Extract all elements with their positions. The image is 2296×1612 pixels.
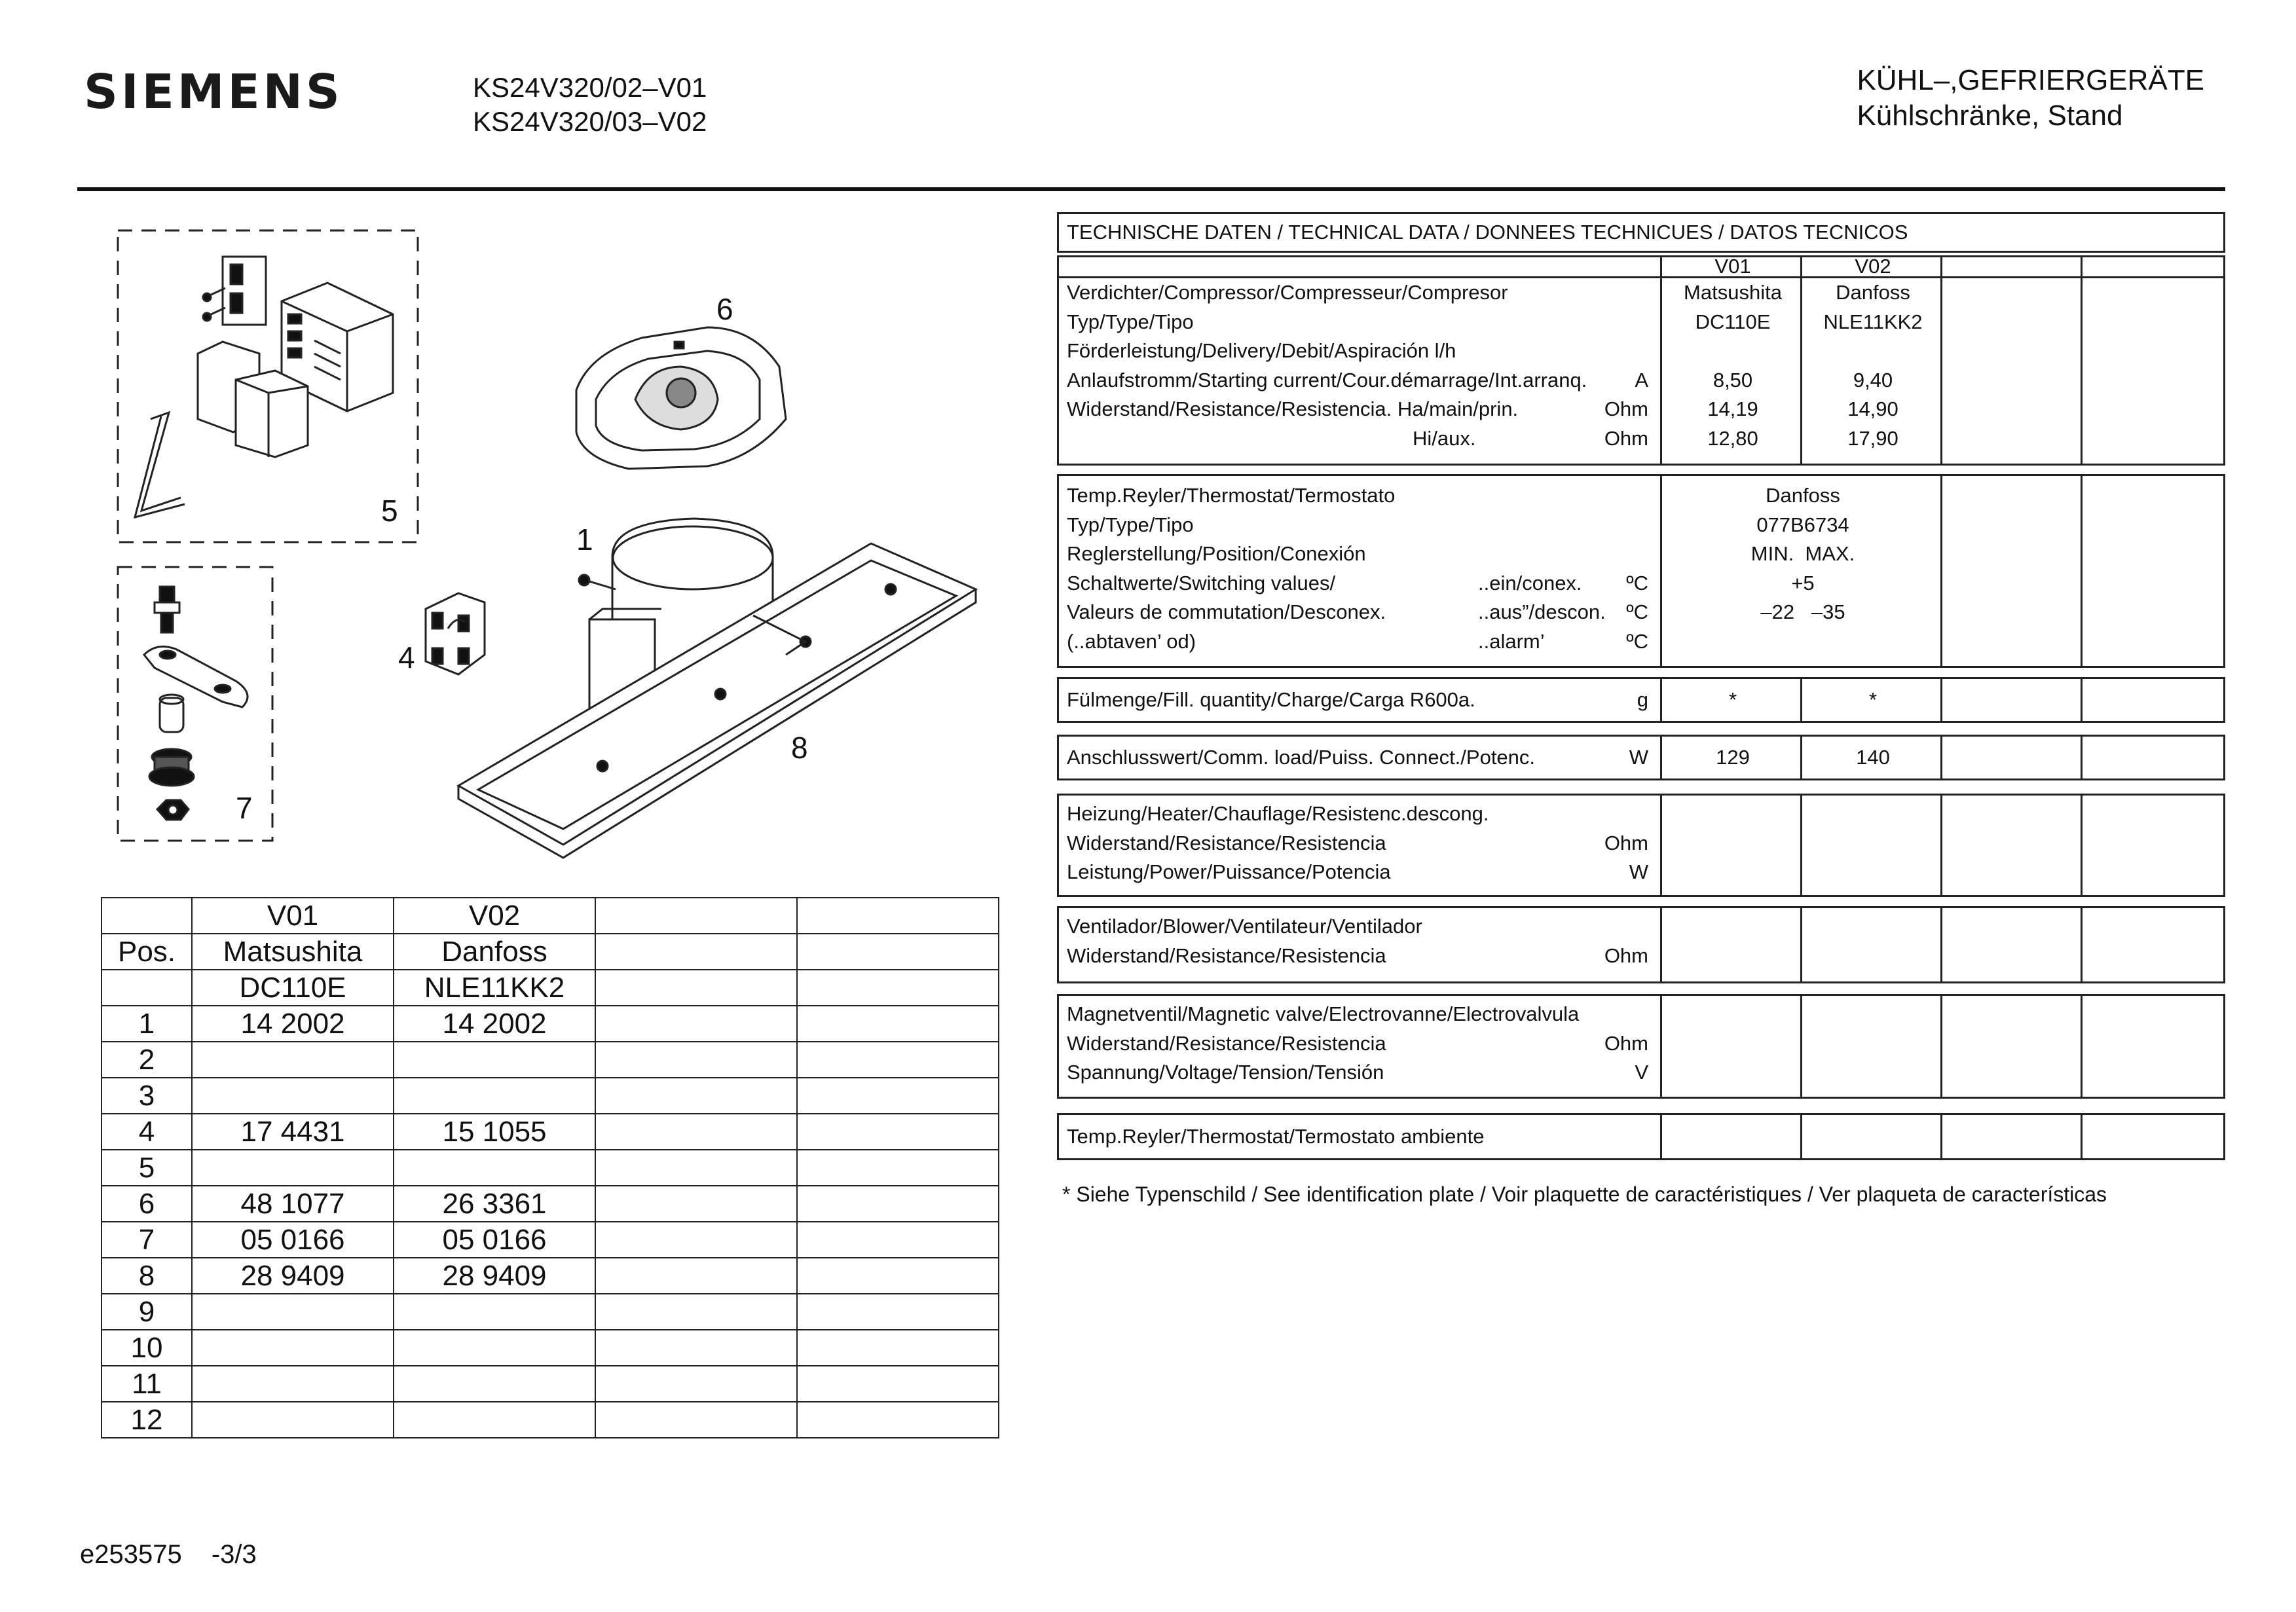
thermostat-position: MIN. MAX. [1750,542,1855,565]
aux-v02: 17,90 [1847,426,1898,450]
part-pos: 6 [102,1186,192,1222]
table-row [102,1402,999,1438]
part-pos: 1 [102,1006,192,1042]
switch-on-label: ..ein/conex. [1478,571,1582,595]
part-pos: 2 [102,1042,192,1078]
part-number-v02 [394,1042,595,1078]
empty-cell [595,1114,797,1150]
fill-unit: g [1637,688,1648,711]
valve-label: Magnetventil/Magnetic valve/Electrovanne/Electrovalvula [1067,1002,1580,1025]
empty-cell [797,1078,999,1114]
part-number-v02 [394,1402,595,1438]
main-resistance-label: Widerstand/Resistance/Resistencia. Ha/main/prin. [1067,397,1519,420]
part-number-v01 [192,1330,394,1366]
part-number-v02 [394,1294,595,1330]
callout-4: 4 [398,640,415,674]
model-numbers [473,71,707,139]
empty-cell [595,1330,797,1366]
category-line-1: KÜHL–,GEFRIERGERÄTE [1857,64,2204,96]
empty-cell [595,1042,797,1078]
sleeve-icon [160,695,183,732]
part-number-v01: 28 9409 [192,1258,394,1294]
brand-logo: SIEMENS [84,64,343,119]
part-pos: 3 [102,1078,192,1114]
heater-power-unit: W [1629,860,1648,883]
pos-header: Pos. [102,934,192,970]
part-number-v01 [192,1366,394,1402]
model-1: KS24V320/02–V01 [473,72,707,103]
part-number-v01: 48 1077 [192,1186,394,1222]
main-v01: 14,19 [1707,397,1758,420]
position-label: Reglerstellung/Position/Conexión [1067,542,1366,565]
tech-title: TECHNISCHE DATEN / TECHNICAL DATA / DONNEES TECHNICUES / DATOS TECNICOS [1067,221,1908,244]
blower-resistance-unit: Ohm [1604,943,1648,967]
heater-block [1057,794,2225,897]
thermostat-type: 077B6734 [1756,513,1849,536]
product-category [1857,63,2204,134]
callout-7: 7 [236,791,253,825]
main-v02: 14,90 [1847,397,1898,420]
empty-cell [797,1114,999,1150]
switching-values-label: Schaltwerte/Switching values/ [1067,571,1336,595]
empty-cell [797,1366,999,1402]
part-pos: 7 [102,1222,192,1258]
empty-cell [595,1150,797,1186]
empty-cell [797,1006,999,1042]
part-number-v01 [192,1294,394,1330]
empty-cell [595,1222,797,1258]
version-v02: V02 [394,898,595,934]
aux-v01: 12,80 [1707,426,1758,450]
callout-6: 6 [716,292,733,326]
document-id: e253575 [80,1540,182,1569]
aux-resistance-unit: Ohm [1604,426,1648,450]
empty-cell [595,1186,797,1222]
relay-part-icon [203,257,266,325]
ambient-thermostat-block [1057,1113,2225,1160]
heater-resistance-unit: Ohm [1604,831,1648,854]
switch-off-label: ..aus”/descon. [1478,600,1606,623]
starting-current-label: Anlaufstromm/Starting current/Cour.démarrage/Int.arranq. [1067,368,1587,392]
empty-cell [595,1006,797,1042]
part-number-v02: 28 9409 [394,1258,595,1294]
empty-cell [595,1078,797,1114]
tech-title-box [1057,212,2225,253]
table-row [102,970,999,1006]
header-divider [77,187,2225,191]
callout-8: 8 [791,731,808,765]
table-row [102,1114,999,1150]
delivery-label: Förderleistung/Delivery/Debit/Aspiración l/h [1067,339,1456,362]
fill-v02: * [1868,688,1878,711]
fill-quantity-label: Fülmenge/Fill. quantity/Charge/Carga R600a. [1067,688,1475,711]
part-pos: 8 [102,1258,192,1294]
maker-v02: Danfoss [394,934,595,970]
fill-quantity-block [1057,677,2225,723]
empty-cell [797,1150,999,1186]
table-row [102,1042,999,1078]
identification-note: * Siehe Typenschild / See identification plate / Voir plaquette de caractéristiques / Ver plaqueta de características [1062,1182,2107,1206]
comp-type-v01: DC110E [1695,310,1771,333]
drip-tray-icon [576,327,786,469]
part-number-v02: 15 1055 [394,1114,595,1150]
tech-version-v01: V01 [1714,255,1751,278]
part-number-v01: 05 0166 [192,1222,394,1258]
valve-resistance-label: Widerstand/Resistance/Resistencia [1067,1031,1386,1055]
compressor-label: Verdichter/Compressor/Compresseur/Compresor [1067,281,1508,304]
empty-cell [797,1186,999,1222]
page-footer [80,1540,279,1569]
part-number-v02: 05 0166 [394,1222,595,1258]
start-v01: 8,50 [1713,368,1753,392]
exploded-parts-diagram [98,216,1015,871]
comp-maker-v01: Matsushita [1684,281,1782,304]
empty-cell [797,1330,999,1366]
model-2: KS24V320/03–V02 [473,106,707,137]
thermostat-maker: Danfoss [1766,484,1840,507]
compressor-block [1057,276,2225,466]
grommet-icon [149,749,194,786]
empty-cell [797,1294,999,1330]
blower-block [1057,906,2225,983]
thermostat-type-label: Typ/Type/Tipo [1067,513,1194,536]
version-v01: V01 [192,898,394,934]
thermostat-label: Temp.Reyler/Thermostat/Termostato [1067,484,1396,507]
heater-power-label: Leistung/Power/Puissance/Potencia [1067,860,1391,883]
part-number-v02: 26 3361 [394,1186,595,1222]
table-row [102,1078,999,1114]
part-number-v02 [394,1078,595,1114]
category-line-2: Kühlschränke, Stand [1857,100,2123,132]
empty-cell [595,1366,797,1402]
table-row [102,934,999,970]
power-v02: 140 [1856,746,1890,769]
valve-voltage-label: Spannung/Voltage/Tension/Tensión [1067,1061,1384,1084]
heater-resistance-label: Widerstand/Resistance/Resistencia [1067,831,1386,854]
comp-maker-v02: Danfoss [1836,281,1910,304]
power-v01: 129 [1716,746,1750,769]
part-number-v02 [394,1366,595,1402]
part-pos: 5 [102,1150,192,1186]
valve-resistance-unit: Ohm [1604,1031,1648,1055]
heater-label: Heizung/Heater/Chauflage/Resistenc.descong. [1067,802,1489,825]
aux-resistance-label: Hi/aux. [1413,426,1476,450]
valve-block [1057,994,2225,1099]
unit-celsius: ºC [1626,600,1648,623]
nut-icon [157,800,189,820]
parts-table [101,897,999,1438]
tech-version-v02: V02 [1855,255,1891,278]
type-v01: DC110E [192,970,394,1006]
blower-resistance-label: Widerstand/Resistance/Resistencia [1067,943,1386,967]
part-number-v01: 17 4431 [192,1114,394,1150]
table-row [102,898,999,934]
table-row [102,1366,999,1402]
part-number-v02 [394,1150,595,1186]
part-pos: 4 [102,1114,192,1150]
table-row [102,1294,999,1330]
part-number-v01 [192,1078,394,1114]
tech-version-header [1057,255,2225,276]
power-unit: W [1629,746,1648,769]
part-number-v01 [192,1402,394,1438]
power-label: Anschlusswert/Comm. load/Puiss. Connect./Potenc. [1067,746,1536,769]
part-pos: 11 [102,1366,192,1402]
callout-5: 5 [381,494,398,528]
valve-voltage-unit: V [1635,1061,1648,1084]
switch-off-value: –22 –35 [1760,600,1845,623]
part-number-v01 [192,1042,394,1078]
part-pos: 10 [102,1330,192,1366]
fill-v01: * [1728,688,1737,711]
empty-cell [595,1294,797,1330]
empty-cell [797,1222,999,1258]
thermostat-block [1057,474,2225,668]
defrost-label: (..abtaven’ od) [1067,629,1196,653]
table-row [102,1186,999,1222]
part-number-v02: 14 2002 [394,1006,595,1042]
switch-on-value: +5 [1791,571,1815,595]
empty-cell [797,1258,999,1294]
part-number-v01: 14 2002 [192,1006,394,1042]
part-number-v01 [192,1150,394,1186]
table-row [102,1258,999,1294]
empty-cell [797,1402,999,1438]
ambient-thermostat-label: Temp.Reyler/Thermostat/Termostato ambiente [1067,1125,1485,1148]
table-row [102,1330,999,1366]
part-number-v02 [394,1330,595,1366]
empty-cell [797,1042,999,1078]
starter-relay-icon [426,593,485,674]
main-resistance-unit: Ohm [1604,397,1648,420]
power-block [1057,735,2225,780]
unit-celsius: ºC [1626,629,1648,653]
alarm-label: ..alarm’ [1478,629,1545,653]
type-v02: NLE11KK2 [394,970,595,1006]
empty-cell [595,1402,797,1438]
comp-type-v02: NLE11KK2 [1823,310,1923,333]
part-pos: 9 [102,1294,192,1330]
callout-1: 1 [576,522,593,557]
table-row [102,1222,999,1258]
type-label: Typ/Type/Tipo [1067,310,1194,333]
screw-icon [155,587,179,632]
maker-v01: Matsushita [192,934,394,970]
start-v02: 9,40 [1853,368,1893,392]
blower-label: Ventilador/Blower/Ventilateur/Ventilador [1067,915,1422,938]
unit-celsius: ºC [1626,571,1648,595]
page-number: -3/3 [211,1540,257,1569]
empty-cell [595,1258,797,1294]
clamp-part-icon [135,412,185,517]
table-row [102,1006,999,1042]
table-row [102,1150,999,1186]
part-pos: 12 [102,1402,192,1438]
commutation-label: Valeurs de commutation/Desconex. [1067,600,1386,623]
starting-current-unit: A [1635,368,1648,392]
